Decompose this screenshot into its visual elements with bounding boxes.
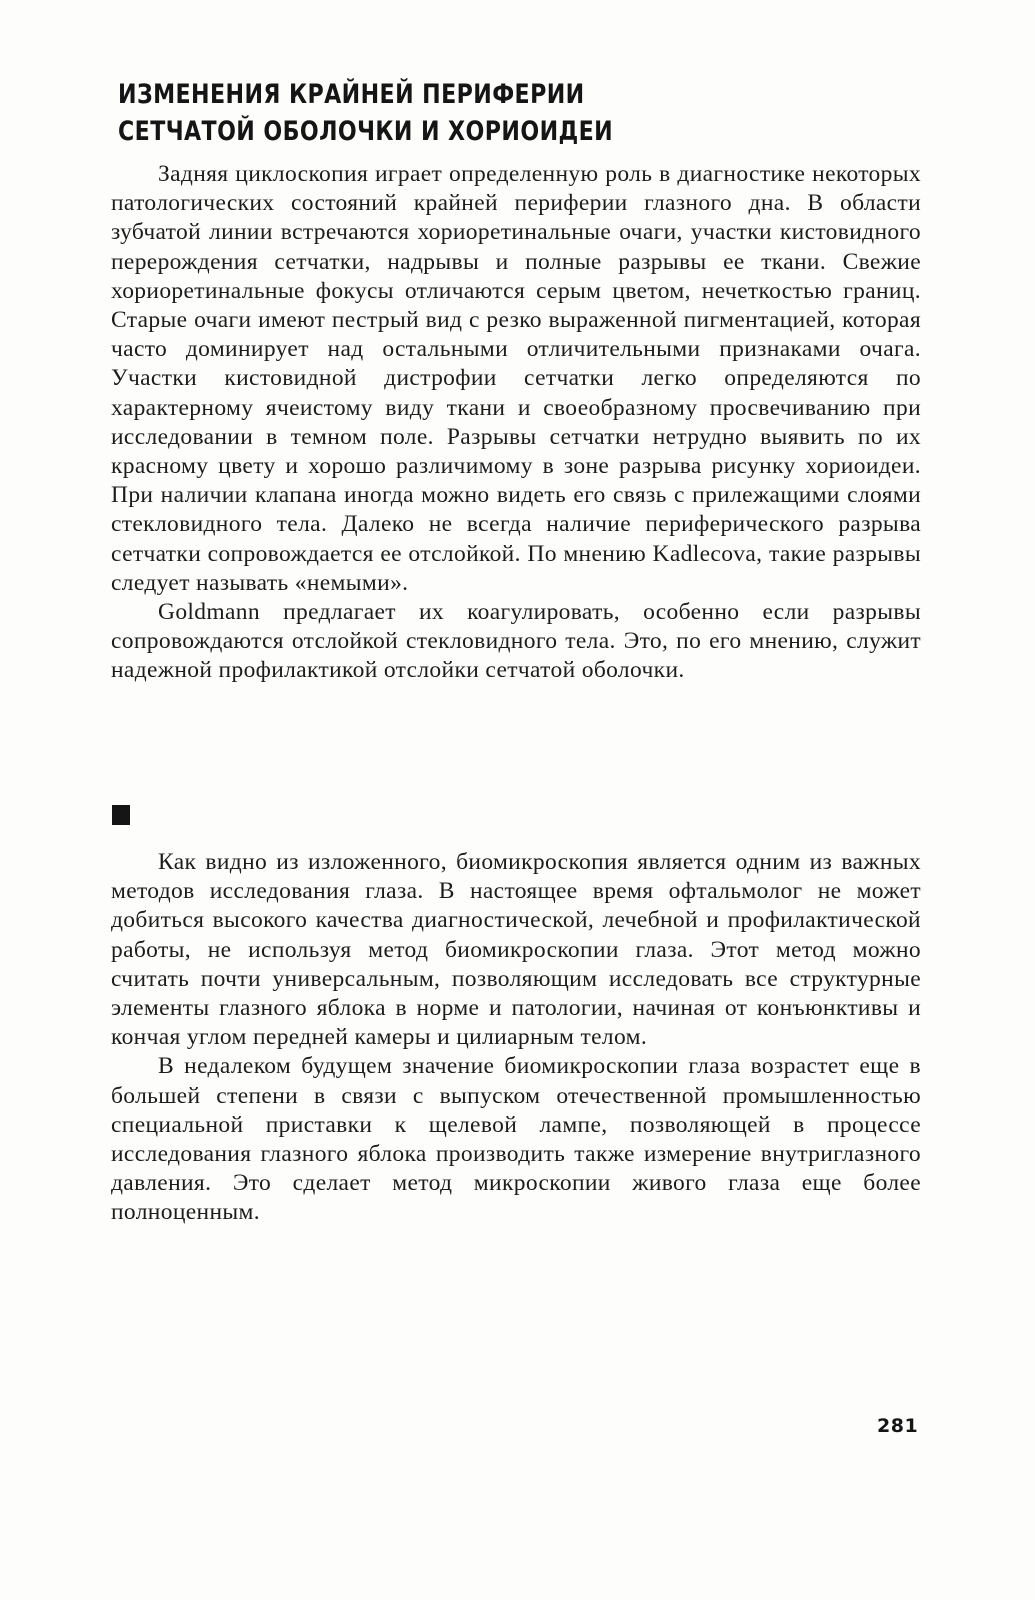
- paragraph-cycloscopy: Задняя циклоскопия играет определенную роль в диагностике некоторых патологических состояний крайней периферии глазного дна. В области зубчатой линии встречаются хориоретинальные очаги, участки кистовидного перерождения сетчатки, надрывы и полные разрывы ее ткани. Свежие хориоретинальные фокусы отличаются серым цветом, нечеткостью границ. Старые очаги имеют пестрый вид с резко выраженной пигментацией, которая часто доминирует над остальными отличительными признаками очага. Участки кистовидной дистрофии сетчатки легко определяются по характерному ячеистому виду ткани и своеобразному просвечиванию при исследовании в темном поле. Разрывы сетчатки нетрудно выявить по их красному цвету и хорошо различимому в зоне разрыва рисунку хориоидеи. При наличии клапана иногда можно видеть его связь с прилежащими слоями стекловидного тела. Далеко не всегда наличие периферического разрыва сетчатки сопровождается ее отслойкой. По мнению Kadlecova, такие разрывы следует называть «немыми».: [111, 161, 921, 596]
- title-line-1: ИЗМЕНЕНИЯ КРАЙНЕЙ ПЕРИФЕРИИ: [118, 79, 585, 110]
- section-marker-square: [112, 805, 130, 825]
- page-title: [118, 76, 676, 150]
- title-line-2: СЕТЧАТОЙ ОБОЛОЧКИ И ХОРИОИДЕИ: [118, 116, 614, 147]
- section-conclusion: [111, 848, 921, 1228]
- section-peripheral-changes: [111, 160, 921, 686]
- paragraph-goldmann: Goldmann предлагает их коагулировать, особенно если разрывы сопровождаются отслойкой стекловидного тела. Это, по его мнению, служит надежной профилактикой отслойки сетчатой оболочки.: [111, 599, 921, 684]
- paragraph-biomicroscopy-importance: Как видно из изложенного, биомикроскопия является одним из важных методов исследования глаза. В настоящее время офтальмолог не может добиться высокого качества диагностической, лечебной и профилактической работы, не используя метод биомикроскопии глаза. Этот метод можно считать почти универсальным, позволяющим исследовать все структурные элементы глазного яблока в норме и патологии, начиная от конъюнктивы и кончая углом передней камеры и цилиарным телом.: [111, 849, 921, 1051]
- page-number: 281: [877, 1415, 919, 1437]
- paragraph-biomicroscopy-future: В недалеком будущем значение биомикроскопии глаза возрастет еще в большей степени в связи с выпуском отечественной промышленностью специальной приставки к щелевой лампе, позволяющей в процессе исследования глазного яблока производить также измерение внутриглазного давления. Это сделает метод микроскопии живого глаза еще более полноценным.: [111, 1053, 921, 1226]
